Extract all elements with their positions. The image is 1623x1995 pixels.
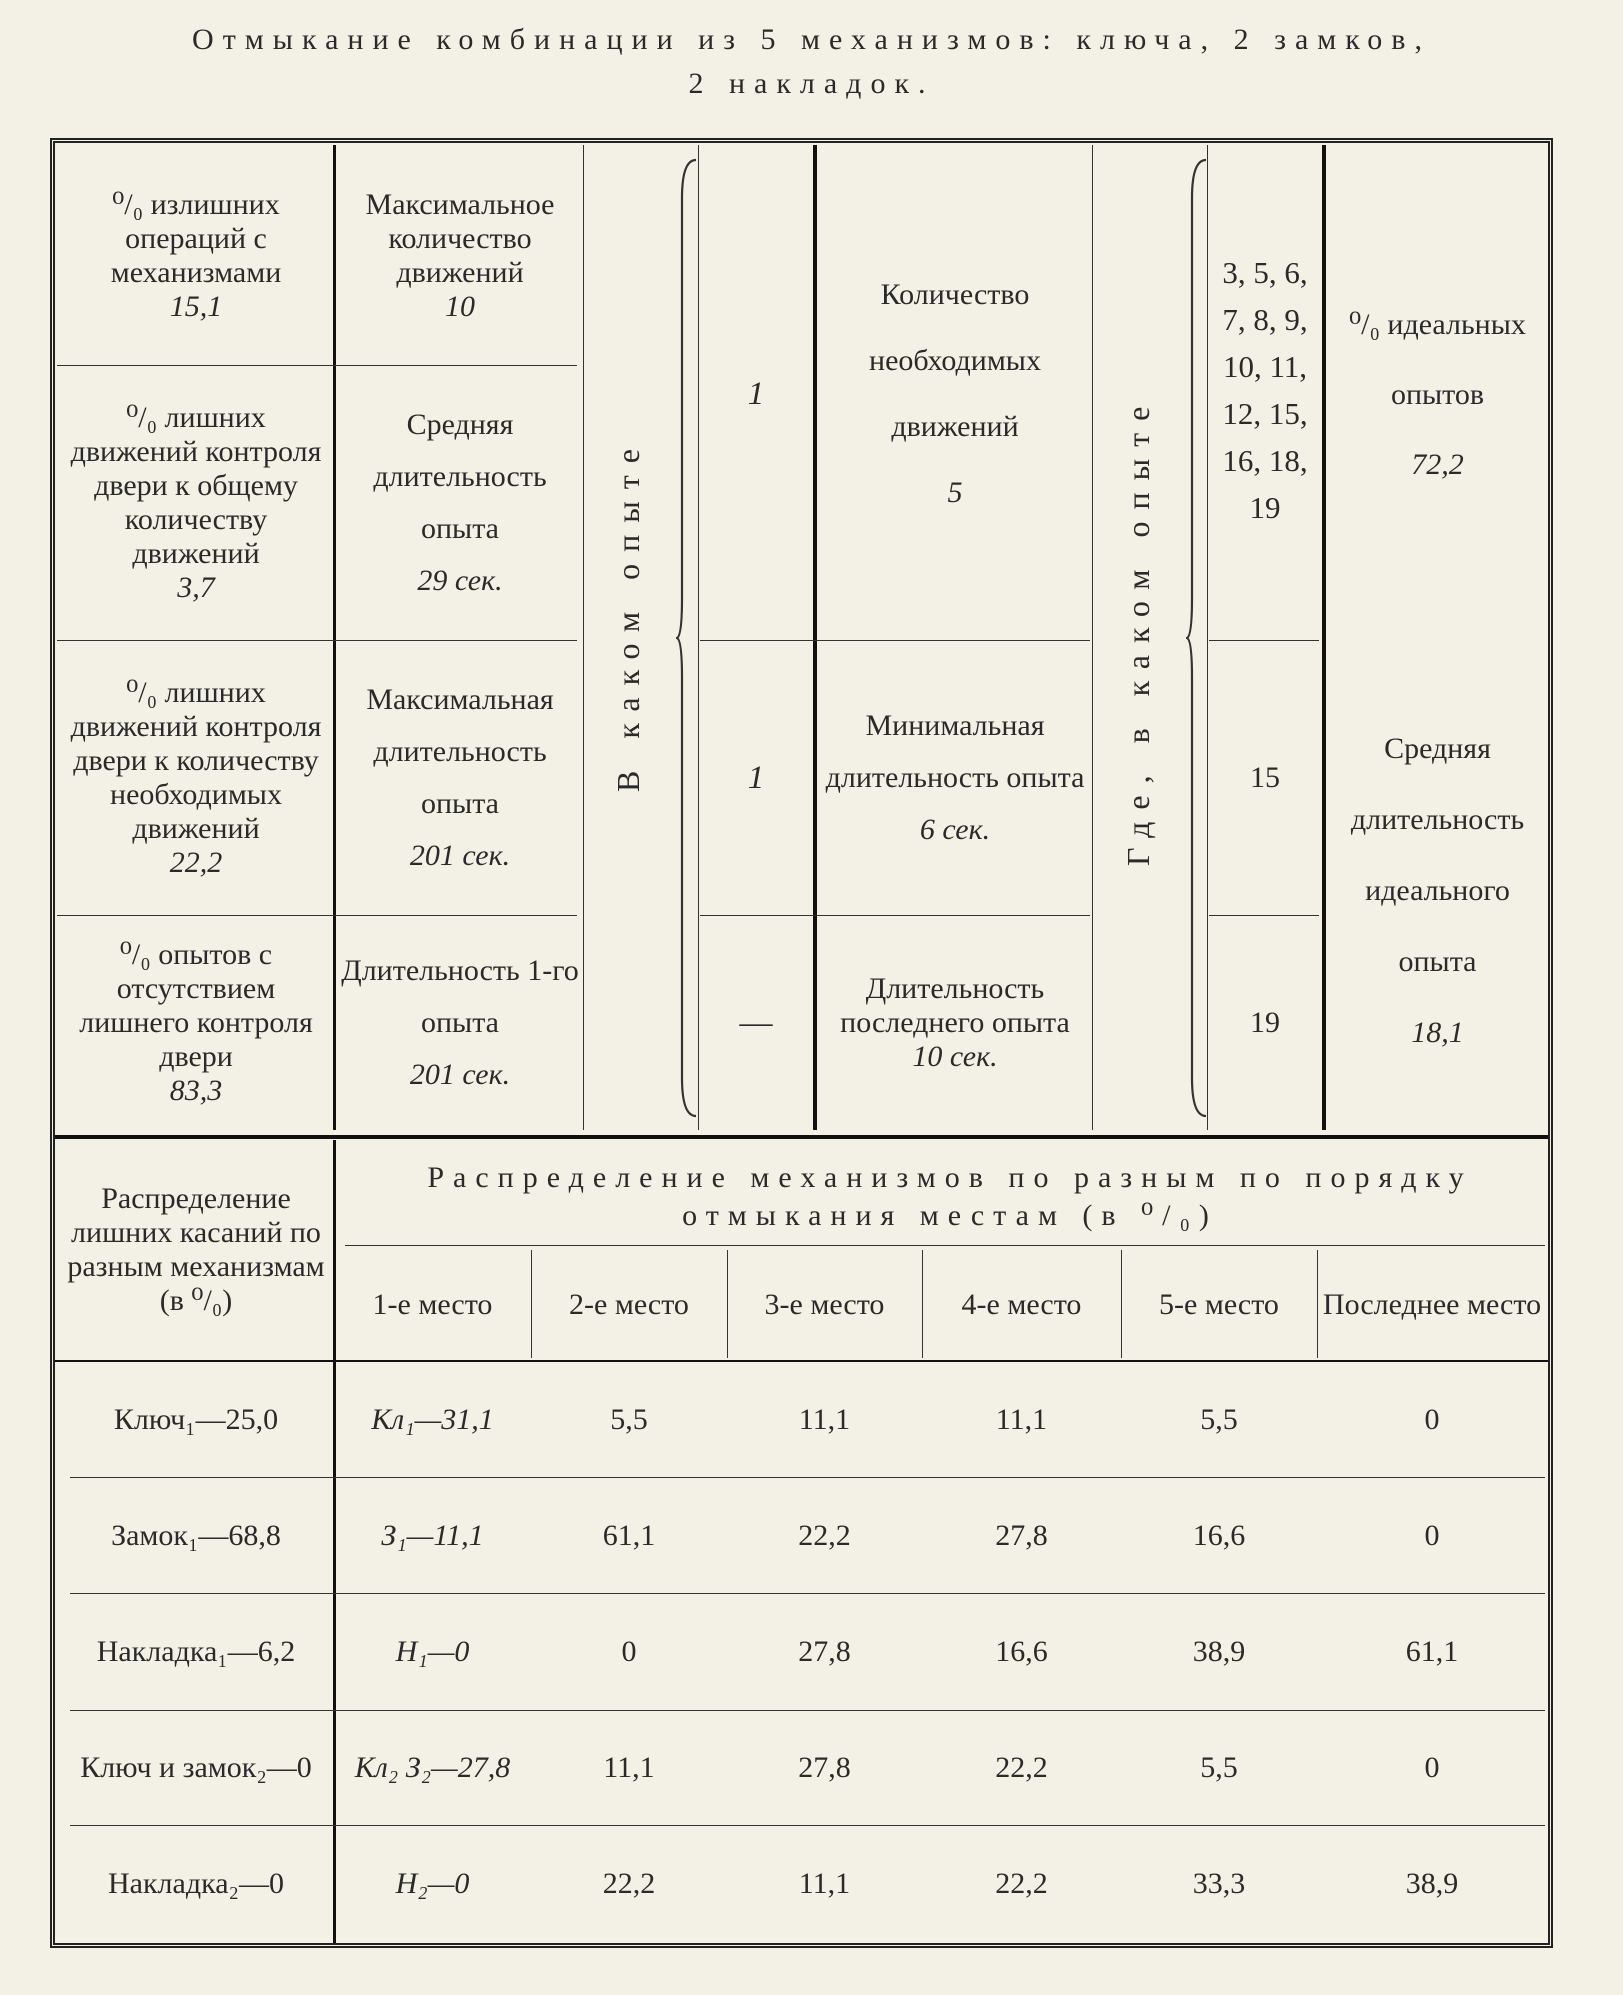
table-cell: 16,6	[995, 1635, 1048, 1668]
metric-label: Количество необходимых движений	[869, 278, 1041, 443]
metric-cell	[62, 150, 330, 362]
table-cell: 61,1	[602, 1519, 656, 1552]
trial-list: 3, 5, 6, 7, 8, 9, 10, 11, 12, 15, 16, 18, 19	[1222, 255, 1308, 525]
row-line	[57, 915, 577, 916]
table-cell: 27,8	[798, 1635, 851, 1668]
table-cell: 27,8	[995, 1519, 1048, 1552]
row-line	[700, 640, 1090, 641]
row-line	[70, 1593, 1545, 1594]
table-cell: З₁—11,1	[381, 1519, 484, 1552]
trial-number: —	[739, 1004, 773, 1041]
metric-value: 10 сек.	[912, 1039, 998, 1073]
metric-label: Средняя длительность опыта	[373, 407, 547, 545]
table-row-label: Накладка₁—6,2	[96, 1635, 296, 1668]
table-cell: 22,2	[995, 1751, 1048, 1784]
metric-cell	[340, 920, 580, 1125]
column-header: 2-е место	[569, 1287, 689, 1321]
metric-label: ⁰/₀ опытов с отсутствием лишнего контроля двери	[79, 937, 313, 1073]
row-line	[1209, 915, 1319, 916]
row-line	[70, 1825, 1545, 1826]
metric-value: 15,1	[169, 290, 223, 323]
table-cell: 27,8	[798, 1751, 851, 1784]
divider	[333, 145, 336, 1130]
metric-value: 10	[445, 290, 475, 323]
trial-number: 19	[1250, 1005, 1280, 1039]
metric-value: 3,7	[177, 570, 215, 604]
metric-value: 201 сек.	[409, 838, 511, 872]
metric-cell	[62, 920, 330, 1125]
table-cell: 5,5	[610, 1403, 648, 1436]
metric-cell	[340, 645, 580, 910]
metric-cell	[340, 370, 580, 635]
metric-cell	[822, 150, 1088, 638]
row-line	[70, 1477, 1545, 1478]
divider	[1317, 1250, 1318, 1358]
trial-number: 15	[1250, 760, 1280, 794]
table-cell: 22,2	[798, 1519, 851, 1552]
metric-label: Длительность последнего опыта	[840, 971, 1070, 1039]
table-cell: 33,3	[1192, 1867, 1246, 1900]
table-row-label: Ключ₁—25,0	[113, 1403, 279, 1436]
table-cell: 22,2	[602, 1867, 656, 1900]
table-cell: Н₁—0	[395, 1635, 470, 1668]
metric-value: 72,2	[1411, 448, 1464, 481]
trial-number: 1	[747, 376, 765, 412]
header-underline	[55, 1360, 1548, 1362]
column-header: Последнее место	[1322, 1287, 1542, 1321]
divider	[583, 145, 584, 1130]
column-header: 1-е место	[372, 1287, 493, 1321]
table-cell: 22,2	[995, 1867, 1048, 1900]
metric-label: ⁰/₀ излишних операций с механизмами	[110, 188, 282, 289]
row-line	[57, 640, 577, 641]
brace-icon	[1186, 158, 1208, 1118]
metric-cell	[340, 150, 580, 362]
metric-cell	[1330, 715, 1545, 1065]
divider	[1322, 145, 1326, 1130]
table-cell: 38,9	[1192, 1635, 1246, 1668]
metric-cell	[822, 645, 1088, 910]
title-line-2: 2 накладок.	[688, 67, 935, 100]
table-cell: 5,5	[1200, 1751, 1238, 1784]
metric-cell	[62, 645, 330, 910]
metric-value: 6 сек.	[919, 812, 991, 846]
table-cell: 38,9	[1405, 1867, 1459, 1900]
vertical-header-which-trial: В каком опыте	[610, 437, 646, 793]
metric-label: Максимальное количество движений	[365, 188, 555, 289]
brace-icon	[676, 158, 698, 1118]
table-cell: Н₂—0	[395, 1867, 470, 1900]
divider	[922, 1250, 923, 1358]
metric-cell	[1330, 280, 1545, 510]
table-cell: 11,1	[995, 1403, 1048, 1436]
metric-label: Максимальная длительность опыта	[366, 682, 554, 820]
table-cell: 61,1	[1405, 1635, 1459, 1668]
metric-label: Средняя длительность идеального опыта	[1350, 731, 1525, 978]
row-line	[345, 1245, 1545, 1246]
row-line	[700, 915, 1090, 916]
metric-value: 201 сек.	[409, 1057, 511, 1091]
table-cell: 11,1	[603, 1751, 655, 1784]
table-cell: Кл₁—31,1	[371, 1403, 494, 1436]
vertical-header-where-which-trial: Где, в каком опыте	[1120, 394, 1156, 866]
table-row-label: Накладка₂—0	[107, 1867, 284, 1900]
trial-number: 1	[747, 759, 765, 796]
left-header: Распределение лишних касаний по разным механизмам (в ⁰/₀)	[67, 1182, 325, 1317]
metric-label: Длительность 1-го опыта	[341, 953, 579, 1039]
divider	[1121, 1250, 1122, 1358]
divider	[531, 1250, 532, 1358]
metric-value: 22,2	[169, 845, 223, 879]
metric-label: Минимальная длительность опыта	[825, 708, 1085, 794]
metric-value: 5	[947, 476, 963, 509]
group-header: Распределение механизмов по разным по порядку отмыкания местам (в ⁰/₀)	[427, 1161, 1473, 1232]
title-line-1: Отмыкание комбинации из 5 механизмов: ключа, 2 замков,	[192, 23, 1431, 56]
table-cell: Кл₂ З₂—27,8	[354, 1751, 511, 1784]
metric-value: 18,1	[1411, 1015, 1464, 1049]
section-divider	[55, 1135, 1548, 1139]
divider	[1092, 145, 1093, 1130]
row-line	[1209, 640, 1319, 641]
table-cell: 0	[621, 1635, 637, 1668]
table-cell: 11,1	[798, 1867, 851, 1900]
table-cell: 0	[1424, 1519, 1440, 1552]
column-header: 5-е место	[1159, 1287, 1279, 1321]
table-row-label: Замок₁—68,8	[111, 1519, 281, 1552]
table-cell: 0	[1424, 1403, 1440, 1436]
table-cell: 5,5	[1200, 1403, 1238, 1436]
table-cell: 16,6	[1192, 1519, 1246, 1552]
table-title	[0, 18, 1623, 106]
divider	[727, 1250, 728, 1358]
divider	[698, 145, 699, 1130]
table-cell: 0	[1424, 1751, 1440, 1784]
column-header: 4-е место	[961, 1287, 1082, 1321]
table-cell: 11,1	[798, 1403, 851, 1436]
row-line	[57, 365, 577, 366]
divider	[813, 145, 817, 1130]
metric-value: 83,3	[169, 1073, 223, 1107]
metric-cell	[822, 920, 1088, 1125]
table-row-label: Ключ и замок₂—0	[80, 1751, 312, 1784]
column-header: 3-е место	[764, 1287, 885, 1321]
row-line	[70, 1710, 1545, 1711]
metric-label: ⁰/₀ лишних движений контроля двери к количеству необходимых движений	[70, 675, 322, 845]
metric-cell	[62, 370, 330, 635]
metric-value: 29 сек.	[417, 563, 503, 597]
metric-label: ⁰/₀ лишних движений контроля двери к общему количеству движений	[70, 400, 322, 570]
metric-label: ⁰/₀ идеальных опытов	[1349, 308, 1526, 411]
